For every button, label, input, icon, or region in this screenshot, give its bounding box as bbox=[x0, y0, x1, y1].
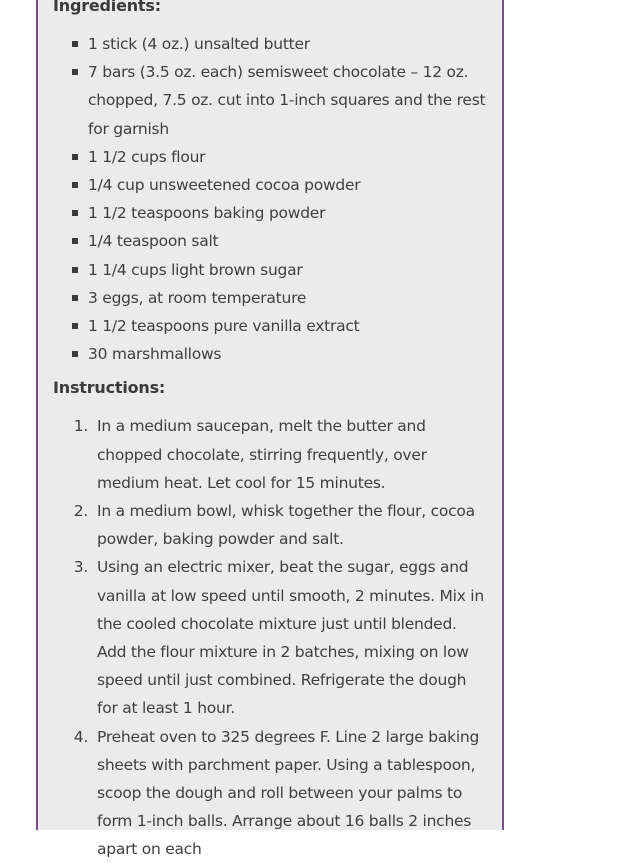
square-bullet-icon bbox=[72, 267, 78, 273]
list-item bbox=[53, 497, 502, 553]
square-bullet-icon bbox=[72, 41, 78, 47]
list-item: 1 1/4 cups light brown sugar bbox=[53, 256, 502, 284]
step-text: In a medium bowl, whisk together the flour, cocoa powder, baking powder and salt. bbox=[97, 502, 475, 549]
square-bullet-icon bbox=[72, 295, 78, 301]
list-item: 1/4 teaspoon salt bbox=[53, 227, 502, 255]
list-item: 1 1/2 cups flour bbox=[53, 143, 502, 171]
step-number: 1. bbox=[73, 417, 88, 436]
ingredient-list bbox=[53, 30, 502, 368]
ingredients-heading: Ingredients: bbox=[53, 0, 161, 15]
step-number: 4. bbox=[73, 727, 88, 746]
list-item: 1/4 cup unsweetened cocoa powder bbox=[53, 171, 502, 199]
square-bullet-icon bbox=[72, 182, 78, 188]
list-item: 7 bars (3.5 oz. each) semisweet chocolate – 12 oz. chopped, 7.5 oz. cut into 1-inch squares and the rest for garnish bbox=[53, 58, 502, 143]
list-item bbox=[53, 723, 502, 864]
recipe-card bbox=[36, 0, 504, 859]
square-bullet-icon bbox=[72, 351, 78, 357]
square-bullet-icon bbox=[72, 210, 78, 216]
list-item: 1 stick (4 oz.) unsalted butter bbox=[53, 30, 502, 58]
square-bullet-icon bbox=[72, 238, 78, 244]
square-bullet-icon bbox=[72, 69, 78, 75]
step-number: 3. bbox=[73, 558, 88, 577]
square-bullet-icon bbox=[72, 323, 78, 329]
list-item bbox=[53, 553, 502, 722]
step-text: Preheat oven to 325 degrees F. Line 2 large baking sheets with parchment paper. Using a tablespoon, scoop the dough and roll between your palms to form 1-inch balls. Arrange about 16 balls 2 inches apart on each bbox=[97, 727, 480, 859]
step-number: 2. bbox=[73, 502, 88, 521]
instruction-list bbox=[53, 412, 502, 863]
step-text: Using an electric mixer, beat the sugar, eggs and vanilla at low speed until smooth, 2 minutes. Mix in the cooled chocolate mixture just until blended. Add the flour mixture in 2 batches, mixing on low speed until just combined. Refrigerate the dough for at least 1 hour. bbox=[97, 558, 484, 718]
instructions-heading: Instructions: bbox=[53, 378, 166, 398]
step-text: In a medium saucepan, melt the butter and chopped chocolate, stirring frequently, over medium heat. Let cool for 15 minutes. bbox=[97, 417, 427, 492]
list-item: 1 1/2 teaspoons pure vanilla extract bbox=[53, 312, 502, 340]
list-item: 3 eggs, at room temperature bbox=[53, 284, 502, 312]
list-item: 1 1/2 teaspoons baking powder bbox=[53, 199, 502, 227]
list-item bbox=[53, 412, 502, 497]
square-bullet-icon bbox=[72, 154, 78, 160]
list-item: 30 marshmallows bbox=[53, 340, 502, 368]
